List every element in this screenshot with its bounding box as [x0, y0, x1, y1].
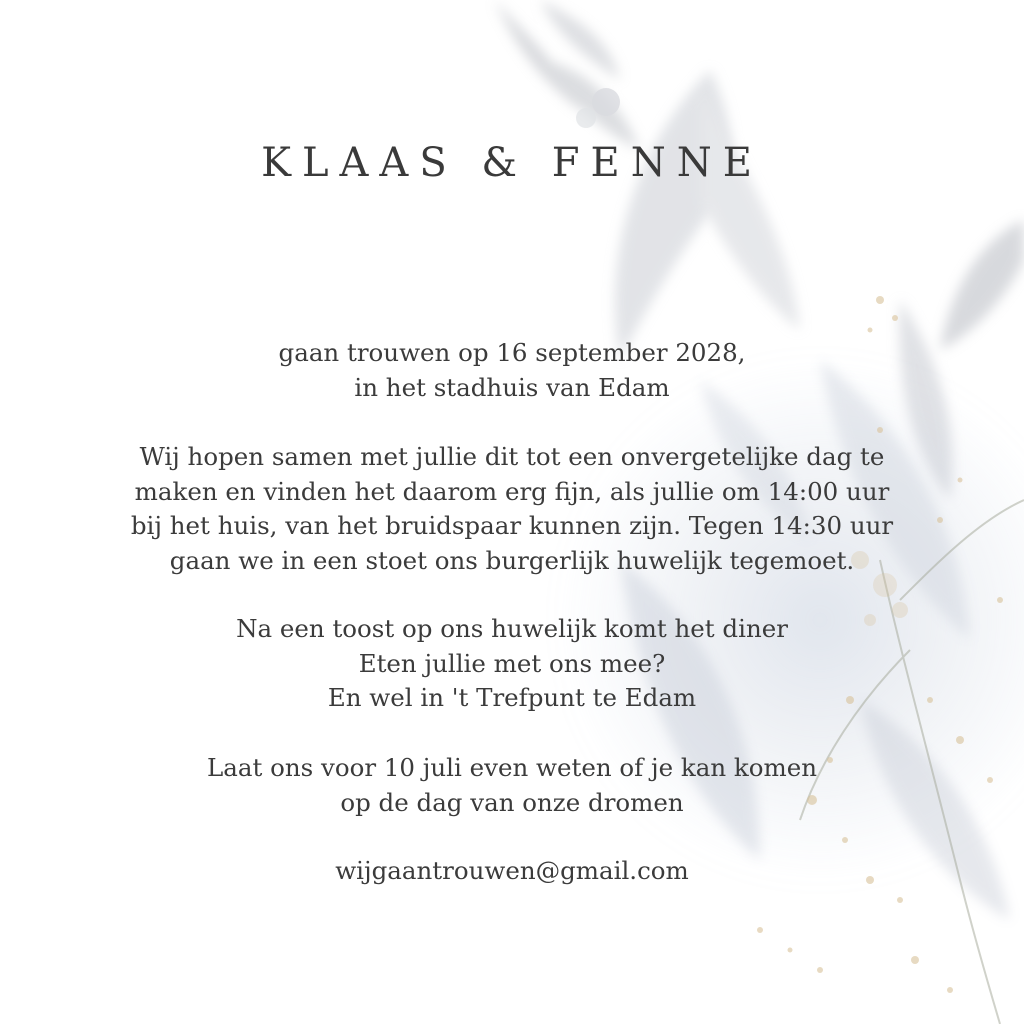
- program-paragraph: [80, 440, 944, 578]
- rsvp-line: op de dag van onze dromen: [340, 787, 684, 817]
- dinner-line: En wel in 't Trefpunt te Edam: [327, 683, 697, 712]
- berry: [576, 108, 596, 128]
- berry: [592, 88, 620, 116]
- program-line: Wij hopen samen met jullie dit tot een onvergetelijke dag te: [139, 442, 885, 471]
- contact-paragraph: [80, 854, 944, 889]
- program-line: bij het huis, van het bruidspaar kunnen zijn. Tegen 14:30 uur: [130, 511, 894, 540]
- rsvp-paragraph: [80, 751, 944, 820]
- dinner-paragraph: [80, 612, 944, 716]
- program-line: maken en vinden het daarom erg fijn, als jullie om 14:00 uur: [134, 476, 890, 506]
- date-venue-paragraph: [80, 336, 944, 405]
- large-leaf: [615, 70, 800, 360]
- dinner-line: Eten jullie met ons mee?: [358, 648, 666, 678]
- contact-email[interactable]: wijgaantrouwen@gmail.com: [335, 856, 689, 885]
- venue-line: in het stadhuis van Edam: [354, 372, 670, 402]
- top-sprig: [495, 0, 640, 150]
- date-line: gaan trouwen op 16 september 2028,: [278, 338, 746, 367]
- program-line: gaan we in een stoet ons burgerlijk huwelijk tegemoet.: [169, 545, 855, 575]
- rsvp-line: Laat ons voor 10 juli even weten of je kan komen: [206, 753, 818, 782]
- dinner-line: Na een toost op ons huwelijk komt het diner: [236, 614, 788, 643]
- couple-names-title: KLAAS & FENNE: [261, 140, 763, 186]
